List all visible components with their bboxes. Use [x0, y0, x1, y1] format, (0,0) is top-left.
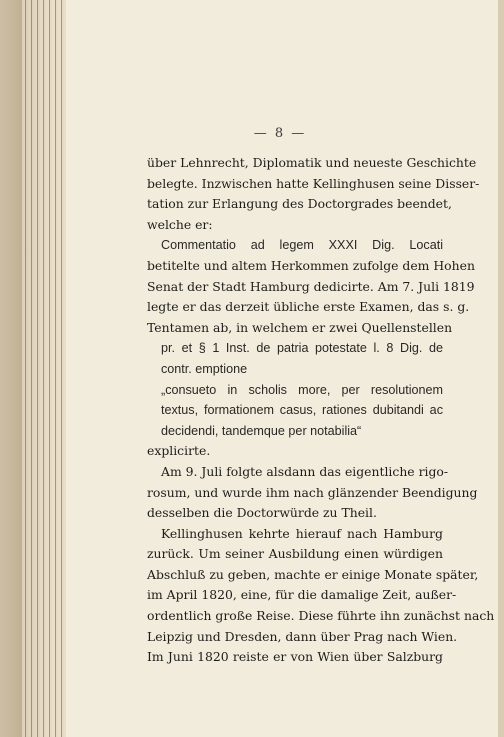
text-line: desselben die Doctorwürde zu Theil.: [147, 505, 377, 521]
book-spine-shadow: [0, 0, 22, 737]
text-line: belegte. Inzwischen hatte Kellinghusen seine Disser-: [147, 175, 480, 191]
text-line: über Lehnrecht, Diplomatik und neueste Geschichte: [147, 155, 477, 170]
text-line: Leipzig und Dresden, dann über Prag nach Wien.: [147, 628, 458, 644]
text-line: explicirte.: [147, 443, 211, 459]
latin-text-line: Commentatio ad legem XXXI Dig. Locati: [161, 238, 443, 253]
text-line: ordentlich große Reise. Diese führte ihn zunächst nach: [147, 608, 495, 624]
text-line: Abschluß zu geben, machte er einige Monate später,: [147, 566, 479, 582]
text-line: Am 9. Juli folgte alsdann das eigentliche rigo-: [161, 463, 449, 479]
latin-text-line: contr. emptione: [161, 361, 248, 376]
text-line: Im Juni 1820 reiste er von Wien über Salzburg: [147, 649, 443, 665]
text-line: legte er das derzeit übliche erste Examen, das s. g.: [147, 299, 470, 315]
text-line: im April 1820, eine, für die damalige Zeit, außer-: [147, 587, 457, 603]
text-line: Senat der Stadt Hamburg dedicirte. Am 7. Juli 1819: [147, 278, 475, 294]
page-body-text: [147, 153, 495, 668]
page-number: — 8 —: [253, 126, 307, 141]
latin-text-line: textus, formationem casus, rationes dubitandi ac: [161, 403, 443, 418]
text-line: zurück. Um seiner Ausbildung einen würdigen: [147, 546, 443, 562]
right-page-edge: [498, 0, 504, 737]
latin-text-line: „consueto in scholis more, per resolutionem: [161, 382, 443, 397]
latin-text-line: pr. et § 1 Inst. de patria potestate l. 8 Dig. de: [161, 341, 443, 356]
text-line: tation zur Erlangung des Doctorgrades beendet,: [147, 196, 452, 212]
text-line: Tentamen ab, in welchem er zwei Quellenstellen: [147, 319, 453, 335]
text-line: welche er:: [147, 216, 213, 232]
text-line: betitelte und altem Herkommen zufolge dem Hohen: [147, 257, 475, 273]
text-line: rosum, und wurde ihm nach glänzender Beendigung: [147, 484, 478, 500]
latin-text-line: decidendi, tandemque per notabilia“: [161, 423, 362, 438]
text-line: Kellinghusen kehrte hierauf nach Hamburg: [161, 525, 443, 541]
page-edges-shade: [22, 0, 66, 737]
